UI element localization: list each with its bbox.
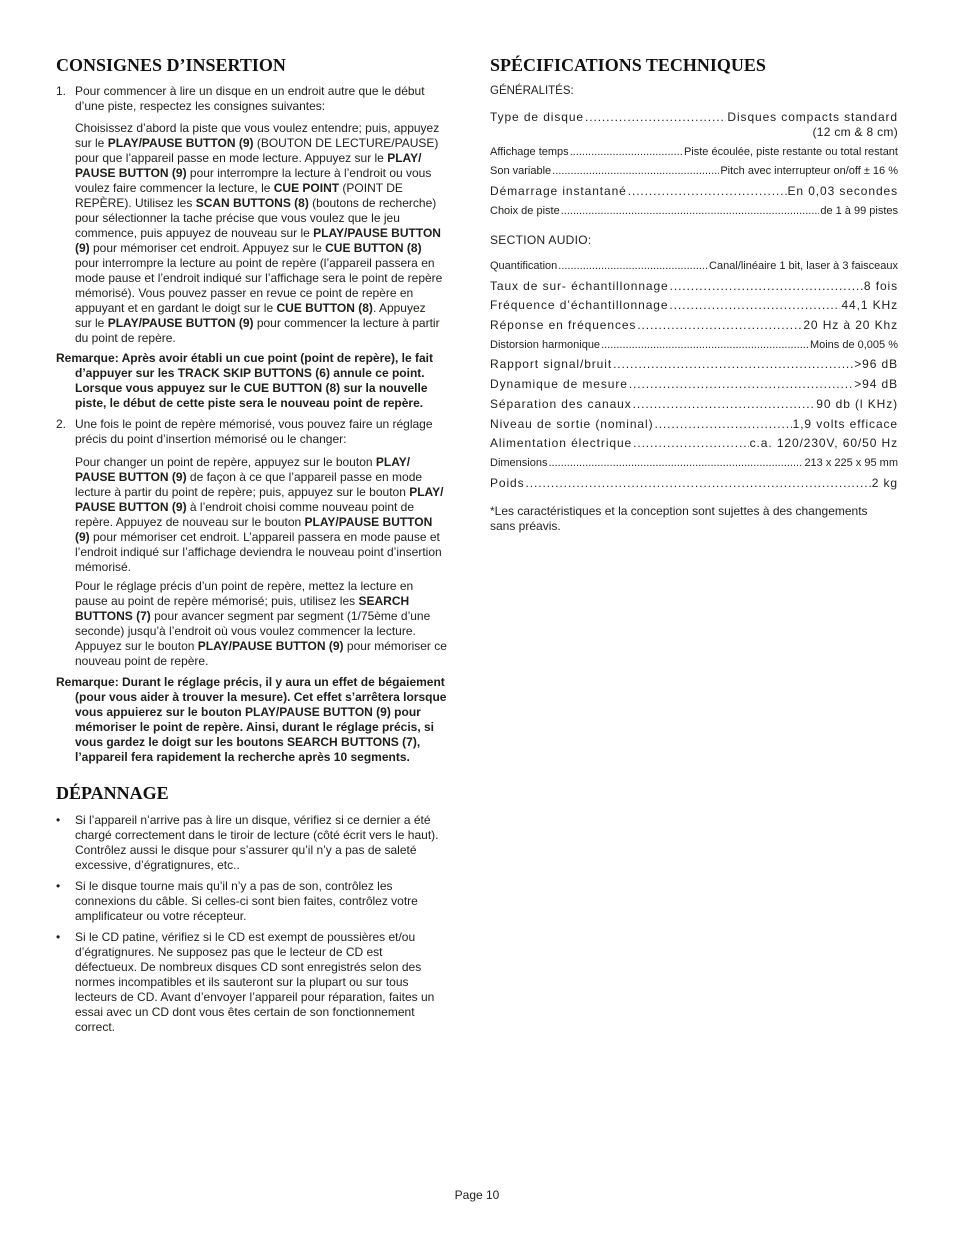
spec-value: Canal/linéaire 1 bit, laser à 3 faisceaux — [709, 260, 898, 272]
step-2-fine-tune-paragraph — [75, 579, 447, 669]
bold-text-run: PLAY/ PAUSE BUTTON (9) — [75, 151, 422, 180]
spec-row — [490, 476, 898, 491]
spec-name: Rapport signal/bruit — [490, 357, 613, 372]
spec-name: Taux de sur- échantillonnage — [490, 278, 669, 293]
spec-name: Son variable — [490, 165, 552, 178]
step-number: 1. — [56, 84, 67, 98]
bold-text-run: SCAN BUTTONS (8) — [195, 196, 309, 210]
spec-value: >94 dB — [854, 377, 898, 392]
insertion-heading: CONSIGNES D’INSERTION — [56, 55, 286, 75]
dot-leader — [552, 164, 719, 179]
dot-leader — [637, 318, 802, 333]
spec-value: 90 db (l KHz) — [816, 396, 898, 411]
specs-heading: SPÉCIFICATIONS TECHNIQUES — [490, 55, 766, 75]
spec-row — [490, 417, 898, 432]
dot-leader — [570, 145, 683, 160]
specs-footnote: *Les caractéristiques et la conception sont sujettes à des changements sans préavis. — [490, 504, 868, 533]
spec-row — [490, 338, 898, 353]
step-1-detail-paragraph — [75, 121, 442, 346]
spec-name: Quantification — [490, 260, 558, 272]
dot-leader — [526, 476, 871, 491]
spec-row — [490, 298, 898, 313]
bold-text-run: PLAY/PAUSE BUTTON (9) — [75, 226, 441, 255]
step-intro-text: Pour commencer à lire un disque en un endroit autre que le début d’une piste, respectez les consignes suivantes: — [75, 84, 425, 113]
spec-value: de 1 à 99 pistes — [820, 204, 898, 217]
spec-value: En 0,03 secondes — [787, 184, 898, 199]
spec-value: Disques compacts standard — [727, 110, 898, 124]
text-run: (POINT DE REPÈRE). Utilisez les — [75, 181, 403, 210]
text-run: de façon à ce que l’appareil passe en mode lecture à partir du point de repère; puis, appuyez sur le bouton — [75, 470, 423, 499]
troubleshooting-item-text: Si l’appareil n’arrive pas à lire un disque, vérifiez si ce dernier a été chargé correctement dans le tiroir de lecture (côté écrit vers le haut). Contrôlez aussi le disque pour s’assurer qu’il n’y a pas de saleté excessive, d’égratignures, etc.. — [75, 813, 439, 872]
audio-section-label: SECTION AUDIO: — [490, 233, 592, 247]
spec-name: Type de disque — [490, 110, 584, 124]
spec-name: Affichage temps — [490, 145, 569, 158]
spec-name: Distorsion harmonique — [490, 338, 601, 351]
spec-name: Démarrage instantané — [490, 184, 627, 199]
text-run: (boutons de recherche) pour sélectionner la tache précise que vous voulez que le jeu commence, puis appuyez de nouveau sur le — [75, 196, 437, 240]
spec-row — [490, 456, 898, 471]
spec-row — [490, 110, 898, 125]
text-run: pour mémoriser cet endroit. Appuyez sur le — [89, 241, 326, 255]
audio-spec-list — [490, 259, 898, 495]
spec-row — [490, 318, 898, 333]
spec-row — [490, 436, 898, 451]
troubleshooting-item — [56, 813, 439, 873]
text-run: pour mémoriser ce nouveau point de repère. — [75, 639, 447, 668]
spec-value: Moins de 0,005 % — [809, 338, 898, 351]
dot-leader — [669, 298, 840, 313]
spec-name: Niveau de sortie (nominal) — [490, 416, 654, 431]
bullet-icon: • — [56, 930, 61, 944]
step-intro-text: Une fois le point de repère mémorisé, vous pouvez faire un réglage précis du point d’insertion mémorisé ou le changer: — [75, 417, 433, 446]
spec-name: Dynamique de mesure — [490, 377, 628, 392]
page-number: Page 10 — [454, 1188, 500, 1202]
text-run: pour avancer segment par segment (1/75ème d’une seconde) jusqu’à l’endroit où vous voulez commencer la lecture. Appuyez sur le bouton — [75, 609, 431, 653]
text-run: pour mémoriser cet endroit. L’appareil passera en mode pause et l’endroit indiqué sur l’affichage deviendra le nouveau point d’insertion mémorisé. — [75, 530, 442, 574]
spec-row — [490, 377, 898, 392]
spec-name: Choix de piste — [490, 204, 560, 217]
bold-text-run: PLAY/PAUSE BUTTON (9) — [107, 136, 254, 150]
bold-text-run: CUE BUTTON (8) — [276, 301, 373, 315]
bold-text-run: PLAY/PAUSE BUTTON (9) — [75, 515, 433, 544]
spec-name: Dimensions — [490, 456, 548, 469]
general-spec-list — [490, 110, 898, 223]
step-2-change-paragraph — [75, 455, 443, 575]
spec-value: 1,9 volts efficace — [792, 416, 898, 431]
note-2: Remarque: Durant le réglage précis, il y aura un effet de bégaiement (pour vous aider à trouver la mesure). Cet effet s’arrêtera lorsque vous appuierez sur le bouton PLAY/PAUSE BUTTON (9) pour mémoriser le point de repère. Ainsi, durant le réglage précis, si vous gardez le doigt sur les boutons SEARCH BUTTONS (7), l’appareil fera rapidement la recherche après 10 segments. — [56, 675, 447, 764]
spec-row — [490, 184, 898, 199]
text-run: Pour changer un point de repère, appuyez sur le bouton — [75, 455, 376, 469]
troubleshooting-heading: DÉPANNAGE — [56, 783, 169, 803]
troubleshooting-item — [56, 879, 418, 924]
spec-row — [490, 259, 898, 274]
spec-name: Réponse en fréquences — [490, 318, 637, 333]
spec-value: >96 dB — [854, 357, 898, 372]
dot-leader — [633, 397, 816, 412]
spec-row — [490, 204, 898, 219]
spec-value: 44,1 KHz — [841, 298, 898, 313]
spec-value: 20 Hz à 20 Khz — [803, 318, 898, 333]
text-run: pour interrompre la lecture au point de repère (l’appareil passera en mode pause et l’endroit indiqué sur l’affichage sera le point de repère mémorisé). Vous pouvez passer en revue ce point de repère en appuyant et en gardant le doigt sur le — [75, 256, 443, 315]
spec-value: Piste écoulée, piste restante ou total restant — [683, 145, 898, 158]
spec-value: Pitch avec interrupteur on/off ± 16 % — [720, 165, 898, 178]
text-run: à l’endroit choisi comme nouveau point de repère. Appuyez de nouveau sur le bouton — [75, 500, 415, 529]
bold-text-run: CUE BUTTON (8) — [325, 241, 422, 255]
dot-leader — [629, 377, 853, 392]
general-section-label: GÉNÉRALITÉS: — [490, 85, 574, 97]
spec-value-continuation: (12 cm & 8 cm) — [812, 125, 898, 139]
text-run: . Appuyez sur le — [75, 301, 426, 330]
spec-value: 8 fois — [863, 278, 898, 293]
spec-row — [490, 164, 898, 179]
dot-leader — [613, 357, 853, 372]
dot-leader — [585, 110, 726, 125]
note-1: Remarque: Après avoir établi un cue point (point de repère), le fait d’appuyer sur les TRACK SKIP BUTTONS (6) annule ce point. Lorsque vous appuyez sur le CUE BUTTON (8) sur la nouvelle piste, le début de cette piste sera le nouveau point de repère. — [56, 351, 433, 410]
text-run: Pour le réglage précis d’un point de repère, mettez la lecture en pause au point de repère mémorisé; puis, utilisez les — [75, 579, 414, 608]
troubleshooting-item-text: Si le disque tourne mais qu’il n’y a pas de son, contrôlez les connexions du câble. Si celles-ci sont bien faites, contrôlez votre amplificateur ou votre récepteur. — [75, 879, 418, 923]
spec-value: 2 kg — [871, 475, 898, 490]
spec-name: Poids — [490, 475, 525, 490]
dot-leader — [670, 279, 863, 294]
step-number: 2. — [56, 417, 67, 431]
bullet-icon: • — [56, 879, 61, 893]
spec-value: 213 x 225 x 95 mm — [804, 456, 898, 469]
text-run: (BOUTON DE LECTURE/PAUSE) pour que l’appareil passe en mode lecture. Appuyez sur le — [75, 136, 439, 165]
spec-value: c.a. 120/230V, 60/50 Hz — [749, 436, 898, 451]
dot-leader — [628, 184, 787, 199]
spec-row — [490, 145, 898, 160]
dot-leader — [633, 436, 749, 451]
spec-name: Séparation des canaux — [490, 396, 632, 411]
bold-text-run: PLAY/ PAUSE BUTTON (9) — [75, 455, 411, 484]
spec-name: Alimentation électrique — [490, 436, 633, 451]
dot-leader — [601, 338, 809, 353]
text-run: pour interrompre la lecture à l’endroit ou vous voulez faire commencer la lecture, le — [75, 166, 432, 195]
spec-row — [490, 397, 898, 412]
dot-leader — [561, 204, 820, 219]
spec-name: Fréquence d’échantillonnage — [490, 298, 669, 313]
text-run: pour commencer la lecture à partir du point de repère. — [75, 316, 440, 345]
dot-leader — [558, 259, 708, 274]
step-1 — [56, 84, 425, 114]
bold-text-run: PLAY/PAUSE BUTTON (9) — [107, 316, 254, 330]
dot-leader — [654, 417, 791, 432]
spec-row — [490, 279, 898, 294]
bold-text-run: SEARCH BUTTONS (7) — [75, 594, 410, 623]
bold-text-run: PLAY/ PAUSE BUTTON (9) — [75, 485, 444, 514]
spec-row — [490, 357, 898, 372]
text-run: Choisissez d’abord la piste que vous voulez entendre; puis, appuyez sur le — [75, 121, 440, 150]
dot-leader — [548, 456, 803, 471]
bullet-icon: • — [56, 813, 61, 827]
troubleshooting-item — [56, 930, 434, 1035]
bold-text-run: PLAY/PAUSE BUTTON (9) — [197, 639, 344, 653]
step-2 — [56, 417, 433, 447]
troubleshooting-item-text: Si le CD patine, vérifiez si le CD est exempt de poussières et/ou d’égratignures. Ne supposez pas que le lecteur de CD est défectueux. De nombreux disques CD sont enregistrés selon des normes incompatibles et ils sauteront sur la plupart ou sur tous lecteurs de CD. Avant d’envoyer l’appareil pour réparation, faites un essai avec un CD dont vous êtes certain de son fonctionnement correct. — [75, 930, 435, 1034]
bold-text-run: CUE POINT — [273, 181, 340, 195]
